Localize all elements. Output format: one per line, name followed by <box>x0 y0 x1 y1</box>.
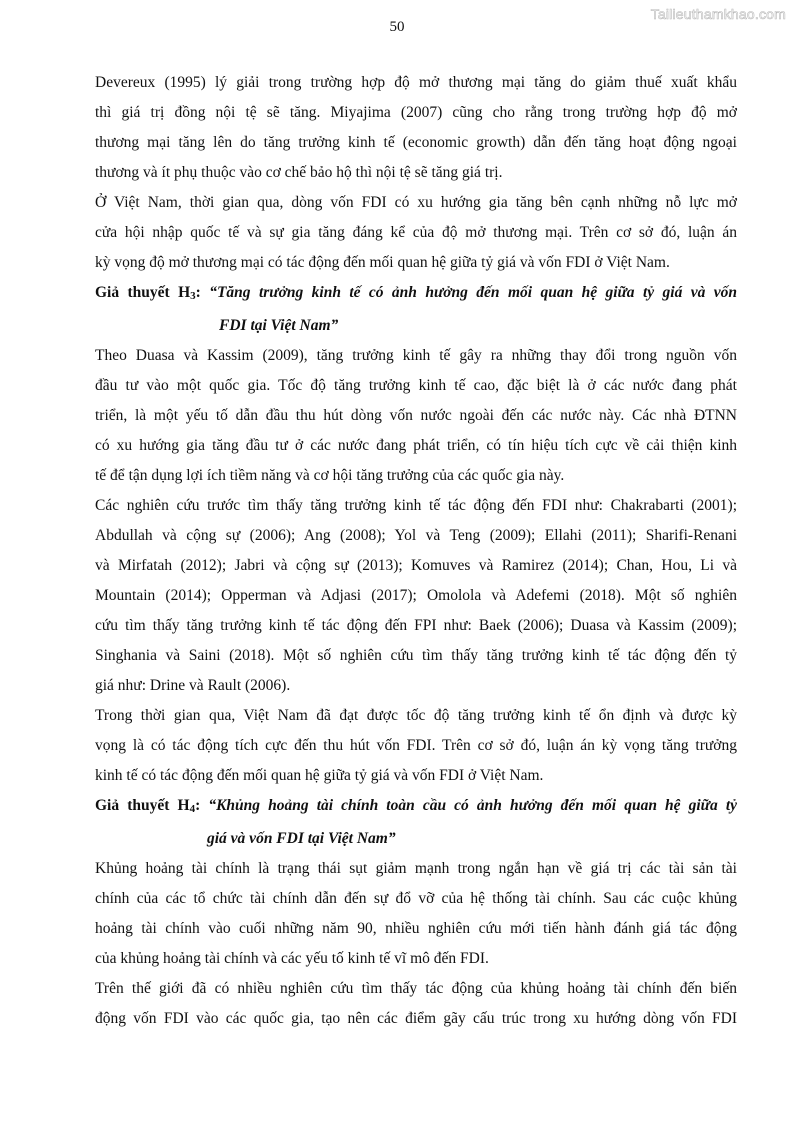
paragraph-vietnam-growth <box>95 701 737 791</box>
paragraph-world-studies <box>95 974 737 1034</box>
text-line: thương mại tăng lên do tăng trưởng kinh tế (economic growth) dẫn đến tăng hoạt động ngoại <box>95 134 737 151</box>
paragraph-vietnam-openness <box>95 188 737 278</box>
text-line: triển, là một yếu tố dẫn đầu thu hút dòng vốn nước ngoài đến các nước này. Các nhà ĐTNN <box>95 407 737 424</box>
paragraph-prior-studies <box>95 491 737 701</box>
hypothesis-statement-cont: FDI tại Việt Nam” <box>219 317 339 334</box>
text-line: Trên thế giới đã có nhiều nghiên cứu tìm thấy tác động của khủng hoảng tài chính đến biến <box>95 980 737 997</box>
text-line: kinh tế có tác động đến mối quan hệ giữa tỷ giá và vốn FDI ở Việt Nam. <box>95 767 544 784</box>
text-line: kỳ vọng độ mở thương mại có tác động đến mối quan hệ giữa tỷ giá và vốn FDI ở Việt Nam. <box>95 254 670 271</box>
text-line: Theo Duasa và Kassim (2009), tăng trưởng kinh tế gây ra những thay đổi trong nguồn vốn <box>95 347 737 364</box>
text-line: thương và ít phụ thuộc vào cơ chế bảo hộ thì nội tệ sẽ tăng giá trị. <box>95 164 503 181</box>
hypothesis-label: Giả thuyết H4: <box>95 797 209 815</box>
hypothesis-label: Giả thuyết H3: <box>95 284 210 302</box>
text-line: có xu hướng gia tăng đầu tư ở các nước đang phát triển, có tín hiệu tích cực về cải thiện kinh <box>95 437 737 454</box>
text-line: Khủng hoảng tài chính là trạng thái sụt giảm mạnh trong ngắn hạn về giá trị các tài sản tài <box>95 860 737 877</box>
text-line: giá như: Drine và Rault (2006). <box>95 677 291 694</box>
text-line: hoảng tài chính vào cuối những năm 90, nhiều nghiên cứu mới tiến hành đánh giá tác động <box>95 920 737 937</box>
hypothesis-h4 <box>95 791 737 854</box>
text-line: động vốn FDI vào các quốc gia, tạo nên các điểm gãy cấu trúc trong xu hướng dòng vốn FDI <box>95 1010 737 1027</box>
text-line: Devereux (1995) lý giải trong trường hợp độ mở thương mại tăng do giảm thuế xuất khẩu <box>95 74 737 91</box>
text-line: vọng là có tác động tích cực đến thu hút vốn FDI. Trên cơ sở đó, luận án kỳ vọng tăng trưởng <box>95 737 737 754</box>
paragraph-openness-devereux <box>95 68 737 188</box>
text-line: Singhania và Saini (2018). Một số nghiên cứu tìm thấy tăng trưởng kinh tế tác động đến tỷ <box>95 647 737 664</box>
paragraph-duasa-kassim <box>95 341 737 491</box>
text-line: thì giá trị đồng nội tệ sẽ tăng. Miyajima (2007) cũng cho rằng trong trường hợp độ mở <box>95 104 737 121</box>
text-line: và Mirfatah (2012); Jabri và cộng sự (2013); Komuves và Ramirez (2014); Chan, Hou, Li và <box>95 557 737 574</box>
hypothesis-statement: “Tăng trưởng kinh tế có ảnh hưởng đến mối quan hệ giữa tỷ giá và vốn <box>209 284 737 301</box>
text-line: đầu tư vào một quốc gia. Tốc độ tăng trưởng kinh tế cao, đặc biệt là ở các nước đang phát <box>95 377 737 394</box>
hypothesis-statement-cont: giá và vốn FDI tại Việt Nam” <box>207 830 396 847</box>
text-line: Trong thời gian qua, Việt Nam đã đạt được tốc độ tăng trưởng kinh tế ổn định và được kỳ <box>95 707 737 724</box>
text-line: chính của các tổ chức tài chính dẫn đến sự đổ vỡ của hệ thống tài chính. Sau các cuộc khủng <box>95 890 737 907</box>
text-line: cứu tìm thấy tăng trưởng kinh tế tác động đến FPI như: Baek (2006); Duasa và Kassim (2009); <box>95 617 737 634</box>
document-body <box>95 68 737 1034</box>
text-line: Mountain (2014); Opperman và Adjasi (2017); Omolola và Adefemi (2018). Một số nghiên <box>95 587 737 604</box>
page-number: 50 <box>389 19 405 35</box>
hypothesis-h3 <box>95 278 737 341</box>
text-line: Ở Việt Nam, thời gian qua, dòng vốn FDI có xu hướng gia tăng bên cạnh những nỗ lực mở <box>95 194 737 211</box>
text-line: Các nghiên cứu trước tìm thấy tăng trưởng kinh tế tác động đến FDI như: Chakrabarti (2001); <box>95 497 737 514</box>
text-line: Abdullah và cộng sự (2006); Ang (2008); Yol và Teng (2009); Ellahi (2011); Sharifi-Renani <box>95 527 737 544</box>
text-line: của khủng hoảng tài chính và các yếu tố kinh tế vĩ mô đến FDI. <box>95 950 489 967</box>
hypothesis-statement: “Khủng hoảng tài chính toàn cầu có ảnh hưởng đến mối quan hệ giữa tỷ <box>208 797 738 814</box>
paragraph-financial-crisis <box>95 854 737 974</box>
text-line: cửa hội nhập quốc tế và sự gia tăng đáng kể của độ mở thương mại. Trên cơ sở đó, luận án <box>95 224 737 241</box>
watermark-text: Tailieuthamkhao.com <box>650 6 786 22</box>
text-line: tế để tận dụng lợi ích tiềm năng và cơ hội tăng trưởng của các quốc gia này. <box>95 467 565 484</box>
